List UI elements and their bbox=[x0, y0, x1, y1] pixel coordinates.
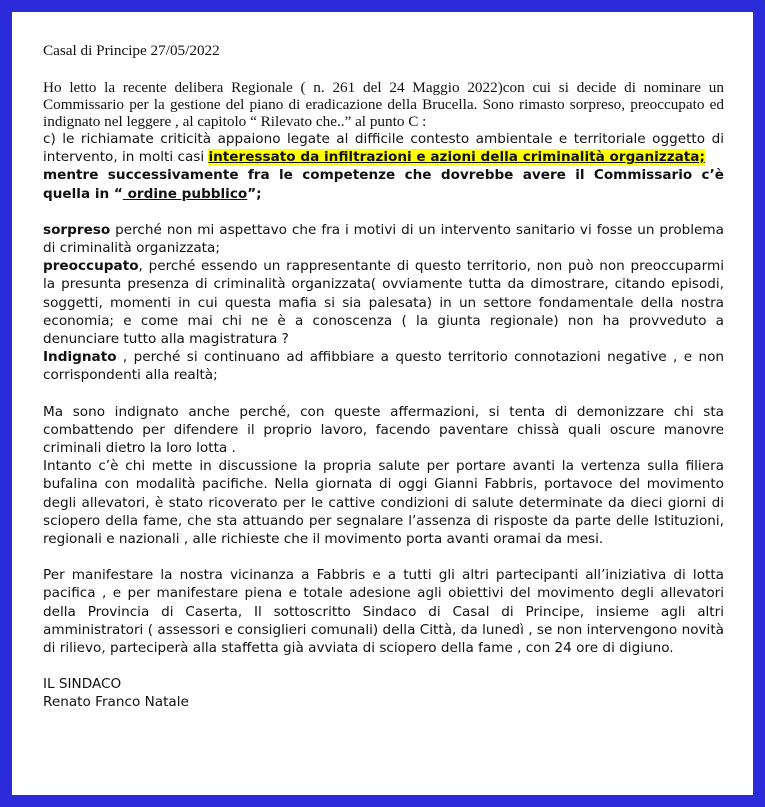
paragraph-adesione: Per manifestare la nostra vicinanza a Fabbris e a tutti gli altri partecipanti all’iniziativa di lotta pacifica , e per manifestare piena e totale adesione agli obiettivi del movimento degli allevatori della Provincia di Caserta, Il sottoscritto Sindaco di Casal di Principe, insieme agli altri amministratori ( assessori e consiglieri comunali) della Città, da lunedì , se non intervengono novità di rilievo, parteciperà alla staffetta già avviata di sciopero della fame , con 24 ore di digiuno. bbox=[43, 567, 724, 657]
competence-bold-text: mentre successivamente fra le competenze che dovrebbe avere il Commissario c’è quella in “ bbox=[43, 167, 724, 202]
quote-start-text: c) le richiamate criticità appaiono legate al difficile contesto ambientale e territoriale oggetto di intervento, in molti casi bbox=[43, 131, 724, 166]
preoccupato-paragraph bbox=[43, 257, 724, 348]
intro-paragraph: Ho letto la recente delibera Regionale ( n. 261 del 24 Maggio 2022)con cui si decide di nominare un Commissario per la gestione del piano di eradicazione della Brucella. Sono rimasto sorpreso, preoccupato ed indignato nel leggere , al capitolo “ Rilevato che..” al punto C : bbox=[43, 79, 724, 130]
sorpreso-paragraph bbox=[43, 221, 724, 257]
commissioner-competence bbox=[43, 166, 724, 202]
sorpreso-text: perché non mi aspettavo che fra i motivi di un intervento sanitario vi fosse un problema di criminalità organizzata; bbox=[43, 221, 724, 257]
date-line: Casal di Principe 27/05/2022 bbox=[43, 42, 220, 59]
spacer bbox=[43, 203, 724, 221]
paragraph-demonizzare: Ma sono indignato anche perché, con queste affermazioni, si tenta di demonizzare chi sta combattendo per difendere il proprio lavoro, facendo paventare chissà quali oscure manovre criminali dietro la loro lotta . bbox=[43, 403, 724, 457]
indignato-label: Indignato bbox=[43, 349, 117, 366]
paragraph-fabbris: Intanto c’è chi mette in discussione la propria salute per portare avanti la vertenza sulla filiera bufalina con modalità pacifiche. Nella giornata di oggi Gianni Fabbris, portavoce del movimento degli allevatori, è stato ricoverato per le cattive condizioni di salute determinate da dieci giorni di sciopero della fame, che sta attuando per segnalare l’assenza di risposte da parte delle Istituzioni, regionali e nazionali , alle richieste che il movimento porta avanti oramai da mesi. bbox=[43, 458, 724, 548]
document-page bbox=[12, 12, 753, 795]
spacer bbox=[43, 548, 724, 566]
indignato-text: , perché si continuano ad affibbiare a questo territorio connotazioni negative , e non corrispondenti alla realtà; bbox=[43, 349, 724, 384]
spacer bbox=[43, 657, 724, 675]
ordine-pubblico-text: ordine pubblico bbox=[122, 185, 248, 202]
quote-highlighted-text: interessato da infiltrazioni e azioni della criminalità organizzata; bbox=[208, 149, 705, 166]
signature-title: IL SINDACO bbox=[43, 676, 122, 693]
preoccupato-text: , perché essendo un rappresentante di questo territorio, non può non preoccuparmi la presunta presenza di criminalità organizzata( ovviamente tutta da dimostrare, citando episodi, soggetti, momenti in cui questa mafia si sia palesata) in un settore fondamentale della nostra economia; e come mai chi ne è a conoscenza ( la giunta regionale) non ha provveduto a denunciare tutto alla magistratura ? bbox=[43, 258, 724, 348]
letter-content bbox=[43, 42, 724, 712]
sorpreso-label: sorpreso bbox=[43, 221, 111, 238]
indignato-paragraph bbox=[43, 348, 724, 384]
competence-end-text: ”; bbox=[247, 185, 262, 202]
quoted-point-c bbox=[43, 130, 724, 166]
signature-name: Renato Franco Natale bbox=[43, 694, 189, 711]
spacer bbox=[43, 385, 724, 403]
preoccupato-label: preoccupato bbox=[43, 258, 139, 275]
